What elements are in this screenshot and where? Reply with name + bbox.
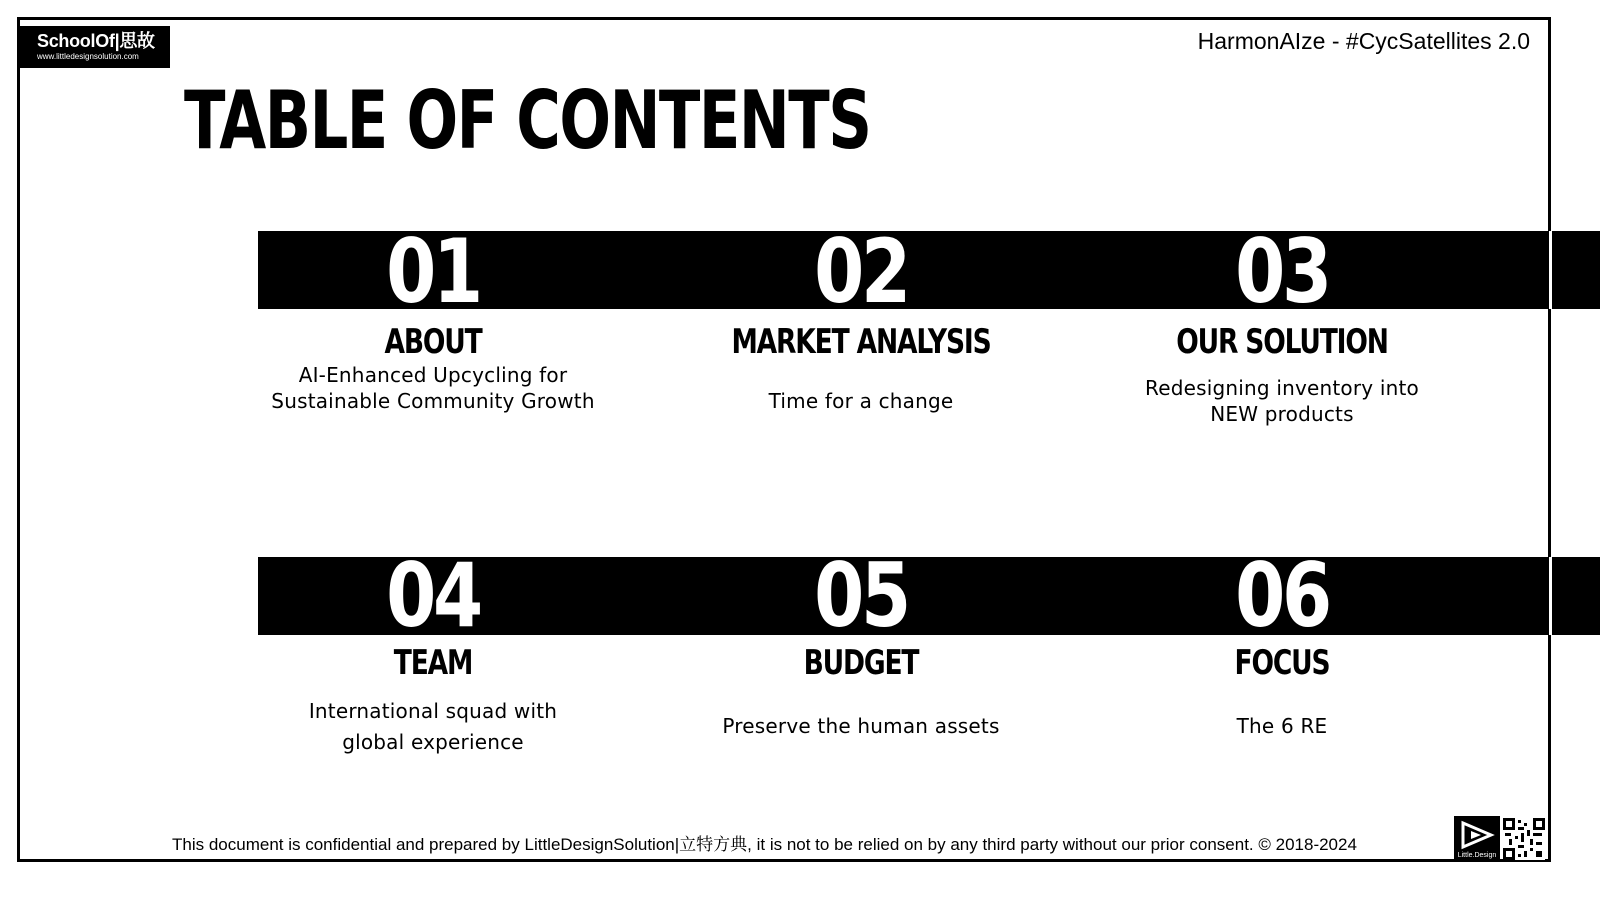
confidentiality-footer: This document is confidential and prepared by LittleDesignSolution|立特方典, it is not to be relied on by any third party without our prior consent. © 2018-2024 — [172, 835, 1357, 854]
logo-url: www.littledesignsolution.com — [37, 52, 139, 61]
brand-mark-label: Little.Design — [1457, 852, 1497, 859]
section-number: 04 — [386, 544, 480, 647]
band-notch — [1549, 557, 1552, 635]
section-number: 02 — [814, 220, 908, 323]
section-title: TEAM — [393, 643, 473, 683]
section-description: AI-Enhanced Upcycling for Sustainable Community Growth — [271, 363, 595, 413]
section-description: The 6 RE — [1236, 714, 1328, 738]
page-title: TABLE OF CONTENTS — [184, 74, 871, 167]
section-title: BUDGET — [803, 643, 919, 683]
section-number: 05 — [814, 544, 908, 647]
section-number: 01 — [386, 220, 480, 323]
schoolof-logo — [18, 26, 170, 68]
section-title: FOCUS — [1234, 643, 1330, 683]
section-number: 03 — [1235, 220, 1329, 323]
logo-name: SchoolOf|思故 — [37, 31, 155, 51]
section-number: 06 — [1235, 544, 1329, 647]
little-design-logo — [1454, 816, 1500, 862]
section-description: Preserve the human assets — [722, 714, 1000, 738]
qr-code-icon — [1503, 818, 1545, 860]
play-triangle-icon — [1459, 820, 1495, 850]
section-description: International squad with global experience — [308, 699, 558, 754]
section-title: OUR SOLUTION — [1176, 322, 1388, 362]
section-description: Time for a change — [768, 389, 954, 413]
deck-title: HarmonAIze - #CycSatellites 2.0 — [1197, 28, 1530, 54]
section-title: ABOUT — [384, 322, 482, 362]
band-notch — [1549, 231, 1552, 309]
section-title: MARKET ANALYSIS — [731, 322, 991, 362]
section-description: Redesigning inventory into NEW products — [1145, 376, 1419, 426]
